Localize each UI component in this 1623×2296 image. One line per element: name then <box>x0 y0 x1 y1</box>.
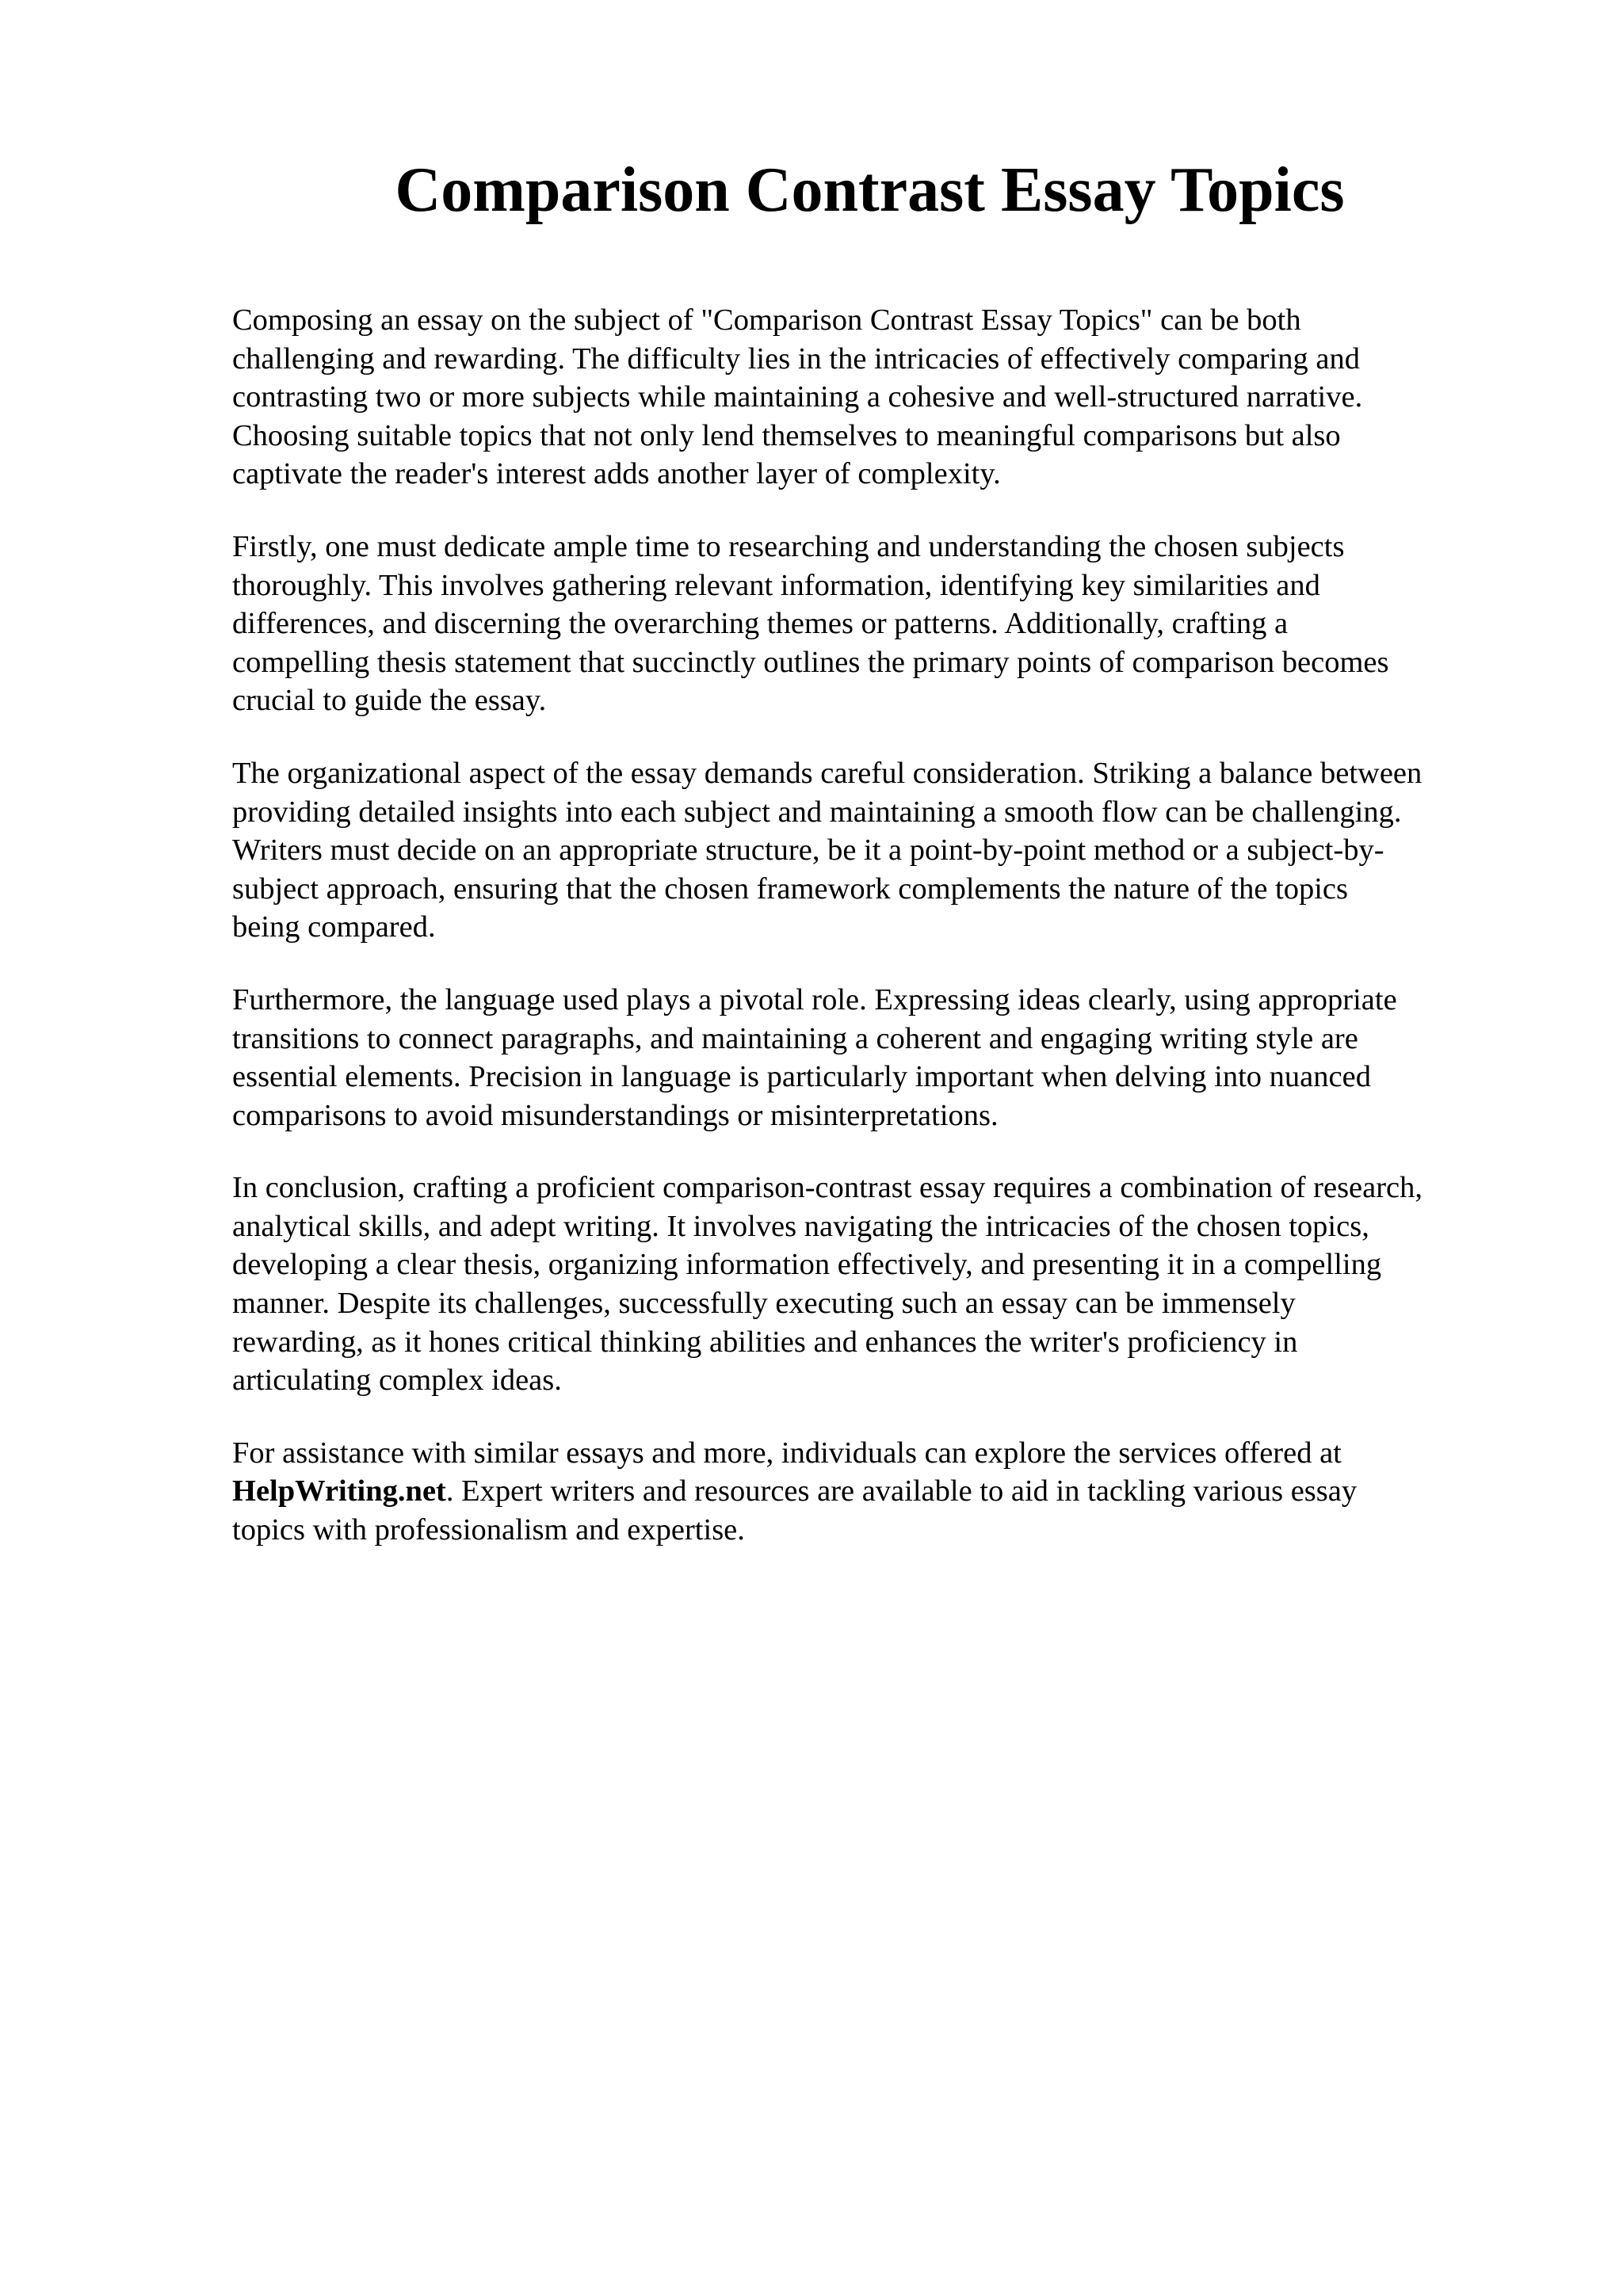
text-line: topics with professionalism and expertise. <box>232 1513 745 1547</box>
text-line: Firstly, one must dedicate ample time to researching and understanding the chosen subjects <box>232 529 1345 563</box>
text-line: Composing an essay on the subject of "Comparison Contrast Essay Topics" can be both <box>232 303 1301 337</box>
text-line: Furthermore, the language used plays a pivotal role. Expressing ideas clearly, using appropriate <box>232 982 1397 1016</box>
text-line: crucial to guide the essay. <box>232 684 547 718</box>
text-line: manner. Despite its challenges, successfully executing such an essay can be immensely <box>232 1287 1296 1321</box>
text-line: challenging and rewarding. The difficulty lies in the intricacies of effectively comparing and <box>232 341 1360 376</box>
text-line: thoroughly. This involves gathering relevant information, identifying key similarities and <box>232 568 1320 602</box>
text-line: Choosing suitable topics that not only lend themselves to meaningful comparisons but also <box>232 418 1341 452</box>
text-line: developing a clear thesis, organizing information effectively, and presenting it in a compelling <box>232 1248 1382 1282</box>
text-line: analytical skills, and adept writing. It involves navigating the intricacies of the chosen topics, <box>232 1209 1369 1243</box>
text-line: rewarding, as it hones critical thinking abilities and enhances the writer's proficiency in <box>232 1325 1298 1359</box>
text-line: differences, and discerning the overarching themes or patterns. Additionally, crafting a <box>232 607 1289 641</box>
helpwriting-link[interactable]: HelpWriting.net <box>232 1474 446 1508</box>
text-line: being compared. <box>232 910 436 944</box>
text-line: The organizational aspect of the essay demands careful consideration. Striking a balance between <box>232 756 1423 790</box>
paragraph-language <box>232 981 1540 1135</box>
paragraph-closing <box>232 1434 1540 1550</box>
text-line: Writers must decide on an appropriate structure, be it a point-by-point method or a subject-by- <box>232 833 1384 868</box>
text-line: comparisons to avoid misunderstandings or misinterpretations. <box>232 1098 999 1132</box>
paragraph-conclusion <box>232 1169 1540 1400</box>
paragraph-intro <box>232 301 1540 494</box>
text-line <box>232 1472 1540 1511</box>
paragraph-organization <box>232 754 1540 947</box>
text-line: subject approach, ensuring that the chosen framework complements the nature of the topics <box>232 871 1348 906</box>
text-line: articulating complex ideas. <box>232 1363 562 1398</box>
text-line: For assistance with similar essays and more, individuals can explore the services offered at <box>232 1436 1342 1470</box>
text-line: transitions to connect paragraphs, and maintaining a coherent and engaging writing style are <box>232 1021 1358 1055</box>
text-line: compelling thesis statement that succinctly outlines the primary points of comparison becomes <box>232 645 1389 679</box>
page-title: Comparison Contrast Essay Topics <box>395 155 1345 225</box>
text-line: contrasting two or more subjects while maintaining a cohesive and well-structured narrative. <box>232 380 1363 414</box>
paragraph-research <box>232 528 1540 720</box>
text-line: In conclusion, crafting a proficient comparison-contrast essay requires a combination of research, <box>232 1171 1423 1205</box>
text-line: providing detailed insights into each subject and maintaining a smooth flow can be challenging. <box>232 795 1402 829</box>
text-line: essential elements. Precision in language is particularly important when delving into nuanced <box>232 1060 1371 1094</box>
essay-body <box>232 301 1540 1584</box>
text-line: captivate the reader's interest adds another layer of complexity. <box>232 457 1001 491</box>
closing-text: . Expert writers and resources are available to aid in tackling various essay <box>445 1474 1358 1508</box>
